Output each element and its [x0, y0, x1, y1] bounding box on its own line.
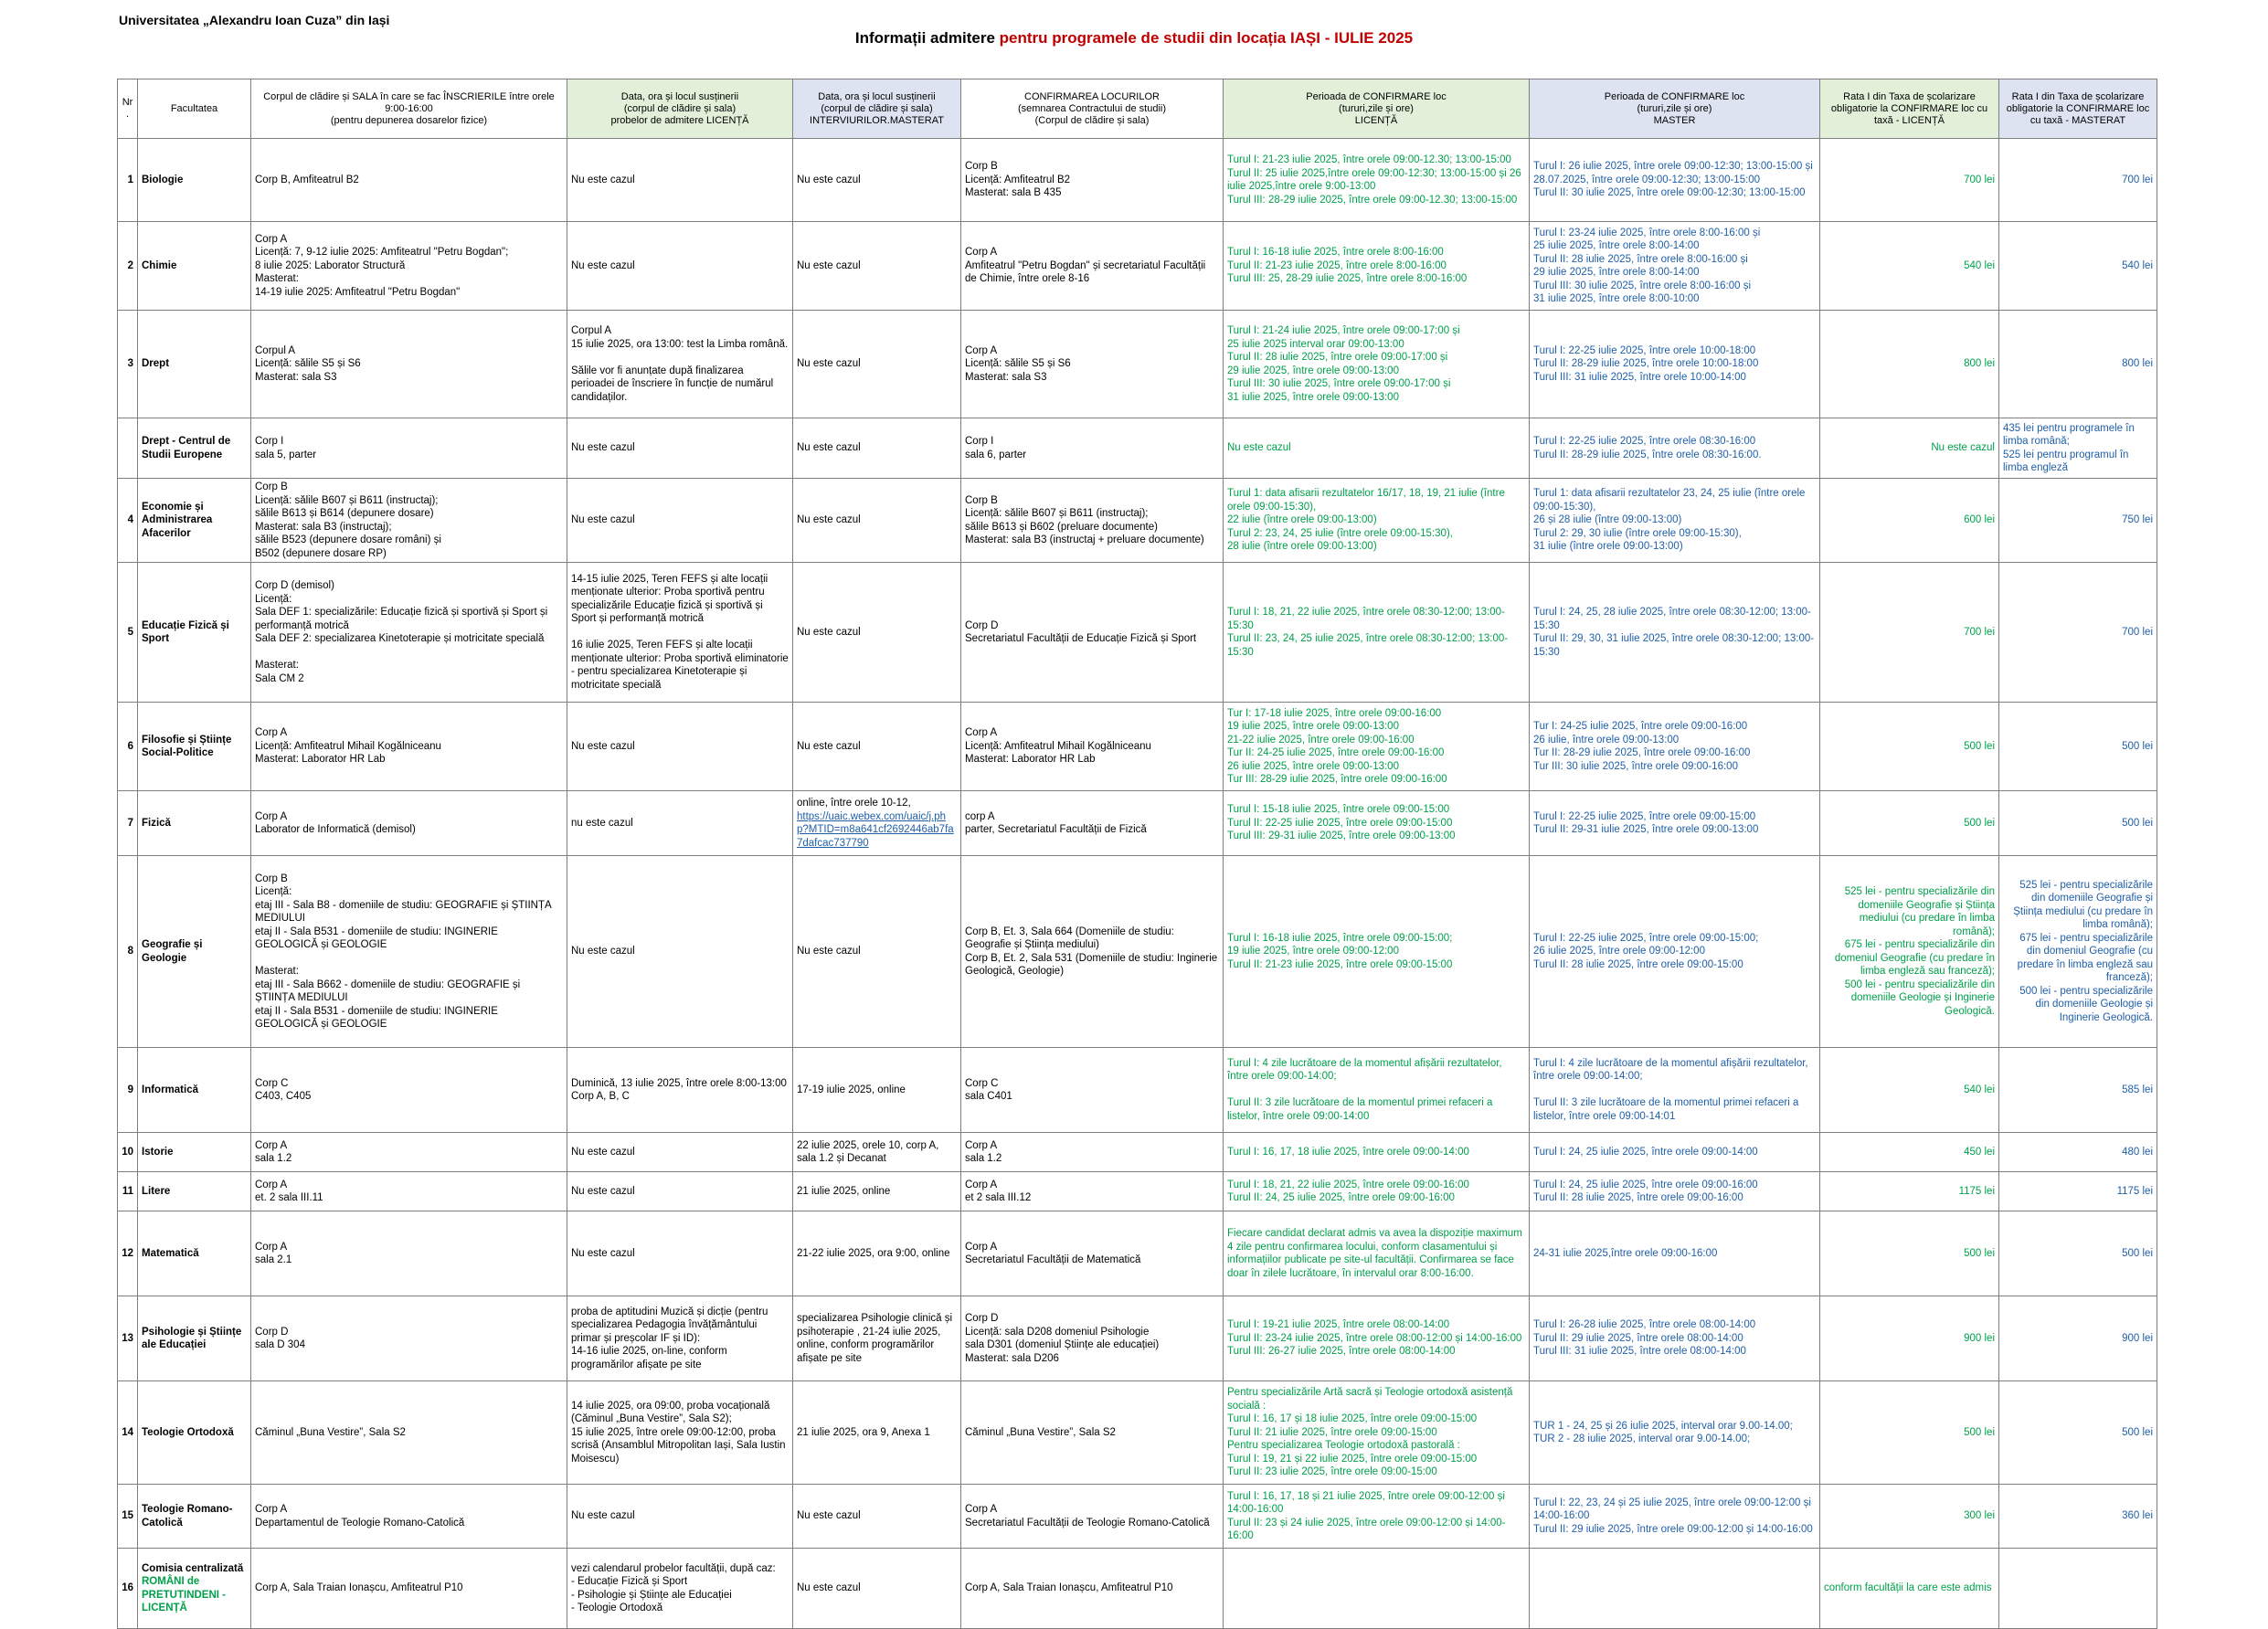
row-perioada-master: Tur I: 24-25 iulie 2025, între orele 09:00-16:00 26 iulie, între orele 09:00-13:00 Tur II: 28-29 iulie 2025, între orele 09:00-16:00 Tur III: 30 iulie 2025, între orele 09:00-16:00 — [1530, 703, 1820, 791]
row-facultatea: Teologie Ortodoxă — [138, 1381, 251, 1485]
row-perioada-master: Turul I: 24, 25, 28 iulie 2025, între orele 08:30-12:00; 13:00-15:30 Turul II: 29, 30, 31 iulie 2025, între orele 08:30-12:00; 13:00-15:30 — [1530, 563, 1820, 703]
row-rata-master: 480 lei — [1999, 1133, 2157, 1172]
row-probe-licenta: Nu este cazul — [567, 1485, 793, 1549]
row-probe-licenta: Nu este cazul — [567, 856, 793, 1048]
row-nr: 5 — [118, 563, 138, 703]
row-perioada-master: 24-31 iulie 2025,între orele 09:00-16:00 — [1530, 1211, 1820, 1296]
row-probe-licenta: proba de aptitudini Muzică și dicție (pentru specializarea Pedagogia învățământului primar și preșcolar IF și ID): 14-16 iulie 2025, on-line, conform programărilor afișate pe site — [567, 1296, 793, 1381]
row-corp: Corp B Licență: etaj III - Sala B8 - domeniile de studiu: GEOGRAFIE și ȘTIINȚA MEDIULUI etaj II - Sala B531 - domeniile de studiu: INGINERIE GEOLOGICĂ și GEOLOGIE Masterat: etaj III - Sala B662 - domeniile de studiu: GEOGRAFIE și ȘTIINȚA MEDIULUI etaj II - Sala B531 - domeniile de studiu: INGINERIE GEOLOGICĂ și GEOLOGIE — [251, 856, 567, 1048]
row-perioada-licenta: Turul I: 16, 17, 18 iulie 2025, între orele 09:00-14:00 — [1224, 1133, 1530, 1172]
row-confirmare: Corp B Licență: sălile B607 și B611 (instructaj); sălile B613 și B602 (preluare documente) Masterat: sala B3 (instructaj + preluare documente) — [961, 479, 1224, 563]
facultatea-romani: ROMÂNI de PRETUTINDENI - LICENȚĂ — [142, 1576, 226, 1613]
row-confirmare: Corp A Secretariatul Facultății de Teologie Romano-Catolică — [961, 1485, 1224, 1549]
table-row — [118, 311, 2157, 418]
row-perioada-licenta: Turul I: 18, 21, 22 iulie 2025, între orele 09:00-16:00 Turul II: 24, 25 iulie 2025, între orele 09:00-16:00 — [1224, 1172, 1530, 1211]
row-probe-licenta: Nu este cazul — [567, 139, 793, 222]
table-header-row — [118, 79, 2157, 139]
row-perioada-licenta: Pentru specializările Artă sacră și Teologie ortodoxă asistență socială : Turul I: 16, 17 și 18 iulie 2025, între orele 09:00-15:00 Turul II: 21 iulie 2025, între orele 09:00-15:00 Pentru specializarea Teologie ortodoxă pastorală : Turul I: 19, 21 și 22 iulie 2025, între orele 09:00-15:00 Turul II: 23 iulie 2025, între orele 09:00-15:00 — [1224, 1381, 1530, 1485]
col-rata-master: Rata I din Taxa de școlarizare obligatorie la CONFIRMARE loc cu taxă - MASTERAT — [1999, 79, 2157, 139]
row-probe-licenta: Nu este cazul — [567, 479, 793, 563]
row-confirmare: Corp A Licență: Amfiteatrul Mihail Kogălniceanu Masterat: Laborator HR Lab — [961, 703, 1224, 791]
row-perioada-licenta — [1224, 1549, 1530, 1629]
row-perioada-master: Turul I: 26-28 iulie 2025, între orele 08:00-14:00 Turul II: 29 iulie 2025, între orele 08:00-14:00 Turul III: 31 iulie 2025, între orele 08:00-14:00 — [1530, 1296, 1820, 1381]
table-row — [118, 703, 2157, 791]
table-row — [118, 418, 2157, 479]
row-nr: 4 — [118, 479, 138, 563]
row-perioada-licenta: Turul I: 16-18 iulie 2025, între orele 09:00-15:00; 19 iulie 2025, între orele 09:00-12:00 Turul II: 21-23 iulie 2025, între orele 09:00-15:00 — [1224, 856, 1530, 1048]
row-confirmare: Corp D Licență: sala D208 domeniul Psihologie sala D301 (domeniul Științe ale educației) Masterat: sala D206 — [961, 1296, 1224, 1381]
table-row — [118, 222, 2157, 311]
row-interviu-master: 17-19 iulie 2025, online — [793, 1048, 961, 1133]
row-perioada-licenta: Turul I: 19-21 iulie 2025, între orele 08:00-14:00 Turul II: 23-24 iulie 2025, între orele 08:00-12:00 și 14:00-16:00 Turul III: 26-27 iulie 2025, între orele 08:00-14:00 — [1224, 1296, 1530, 1381]
row-perioada-licenta: Turul I: 21-24 iulie 2025, între orele 09:00-17:00 și 25 iulie 2025 interval orar 09:00-13:00 Turul II: 28 iulie 2025, între orele 09:00-17:00 și 29 iulie 2025, între orele 09:00-13:00 Turul III: 30 iulie 2025, între orele 09:00-17:00 și 31 iulie 2025, între orele 09:00-13:00 — [1224, 311, 1530, 418]
row-facultatea: Drept — [138, 311, 251, 418]
row-interviu-master: Nu este cazul — [793, 703, 961, 791]
webex-link[interactable]: https://uaic.webex.com/uaic/j.php?MTID=m8a641cf2692446ab7fa7dafcac737790 — [797, 810, 954, 849]
row-confirmare: Corp C sala C401 — [961, 1048, 1224, 1133]
row-probe-licenta: 14-15 iulie 2025, Teren FEFS și alte locații menționate ulterior: Proba sportivă pentru specializările Educație fizică și sportivă și Sport și performanță motrică 16 iulie 2025, Teren FEFS și alte locații menționate ulterior: Proba sportivă eliminatorie - pentru specializarea Kinetoterapie și motricitate specială — [567, 563, 793, 703]
row-perioada-licenta: Turul I: 4 zile lucrătoare de la momentul afișării rezultatelor, între orele 09:00-14:00; Turul II: 3 zile lucrătoare de la momentul primei refaceri a listelor, între orele 09:00-14:00 — [1224, 1048, 1530, 1133]
row-facultatea: Matematică — [138, 1211, 251, 1296]
row-nr: 12 — [118, 1211, 138, 1296]
row-facultatea — [138, 1549, 251, 1629]
row-confirmare: Corp A sala 1.2 — [961, 1133, 1224, 1172]
table-row — [118, 1296, 2157, 1381]
table-row — [118, 791, 2157, 856]
title-prefix: Informații admitere — [854, 29, 1000, 47]
col-nr: Nr. — [118, 79, 138, 139]
col-rata-licenta: Rata I din Taxa de școlarizare obligatorie la CONFIRMARE loc cu taxă - LICENȚĂ — [1820, 79, 1999, 139]
admission-table — [117, 79, 2157, 1629]
table-row — [118, 1549, 2157, 1629]
row-rata-master: 750 lei — [1999, 479, 2157, 563]
row-facultatea: Filosofie și Științe Social-Politice — [138, 703, 251, 791]
table-row — [118, 1133, 2157, 1172]
row-facultatea: Psihologie și Științe ale Educației — [138, 1296, 251, 1381]
row-rata-master: 700 lei — [1999, 139, 2157, 222]
row-confirmare: Corp A, Sala Traian Ionașcu, Amfiteatrul P10 — [961, 1549, 1224, 1629]
table-row — [118, 1211, 2157, 1296]
row-corp: Corp A sala 1.2 — [251, 1133, 567, 1172]
row-rata-licenta: 1175 lei — [1820, 1172, 1999, 1211]
interviu-text: online, între orele 10-12, — [797, 798, 911, 809]
row-perioada-master: Turul I: 22-25 iulie 2025, între orele 09:00-15:00; 26 iulie 2025, între orele 09:00-12:00 Turul II: 28 iulie 2025, între orele 09:00-15:00 — [1530, 856, 1820, 1048]
row-probe-licenta: Nu este cazul — [567, 703, 793, 791]
row-probe-licenta: Nu este cazul — [567, 1133, 793, 1172]
row-nr: 14 — [118, 1381, 138, 1485]
row-corp: Corp A Licență: 7, 9-12 iulie 2025: Amfiteatrul "Petru Bogdan"; 8 iulie 2025: Laborator Structură Masterat: 14-19 iulie 2025: Amfiteatrul "Petru Bogdan" — [251, 222, 567, 311]
row-perioada-licenta: Turul I: 18, 21, 22 iulie 2025, între orele 08:30-12:00; 13:00-15:30 Turul II: 23, 24, 25 iulie 2025, între orele 08:30-12:00; 13:00-15:30 — [1224, 563, 1530, 703]
page-title — [0, 29, 2268, 48]
row-rata-master: 525 lei - pentru specializările din domeniile Geografie și Știința mediului (cu predare în limba română); 675 lei - pentru specializările din domeniul Geografie (cu predare în limba engleză sau franceză); 500 lei - pentru specializările din domeniile Geologie și Inginerie Geologică. — [1999, 856, 2157, 1048]
row-probe-licenta: vezi calendarul probelor facultății, după caz: - Educație Fizică și Sport - Psihologie și Științe ale Educației - Teologie Ortodoxă — [567, 1549, 793, 1629]
title-highlight: pentru programele de studii din locația IAȘI - IULIE 2025 — [999, 29, 1414, 47]
facultatea-main: Comisia centralizată — [142, 1562, 244, 1574]
row-perioada-master: Turul I: 22-25 iulie 2025, între orele 09:00-15:00 Turul II: 29-31 iulie 2025, între orele 09:00-13:00 — [1530, 791, 1820, 856]
row-corp: Corp D sala D 304 — [251, 1296, 567, 1381]
row-perioada-master: Turul I: 26 iulie 2025, între orele 09:00-12:30; 13:00-15:00 și 28.07.2025, între orele 09:00-12:30; 13:00-15:00 Turul II: 30 iulie 2025, între orele 09:00-12:30; 13:00-15:00 — [1530, 139, 1820, 222]
row-corp: Căminul „Buna Vestire”, Sala S2 — [251, 1381, 567, 1485]
row-rata-master: 360 lei — [1999, 1485, 2157, 1549]
col-perioada-licenta: Perioada de CONFIRMARE loc (tururi,zile și ore) LICENȚĂ — [1224, 79, 1530, 139]
row-corp: Corp B, Amfiteatrul B2 — [251, 139, 567, 222]
row-perioada-licenta: Turul I: 16, 17, 18 și 21 iulie 2025, între orele 09:00-12:00 și 14:00-16:00 Turul II: 23 și 24 iulie 2025, între orele 09:00-12:00 și 14:00-16:00 — [1224, 1485, 1530, 1549]
row-nr: 11 — [118, 1172, 138, 1211]
row-facultatea: Istorie — [138, 1133, 251, 1172]
row-corp: Corp A Laborator de Informatică (demisol) — [251, 791, 567, 856]
table-row — [118, 1048, 2157, 1133]
row-perioada-licenta: Nu este cazul — [1224, 418, 1530, 479]
row-interviu-master: 21 iulie 2025, ora 9, Anexa 1 — [793, 1381, 961, 1485]
table-row — [118, 1381, 2157, 1485]
table-row — [118, 479, 2157, 563]
row-perioada-master: Turul I: 4 zile lucrătoare de la momentul afișării rezultatelor, între orele 09:00-14:00; Turul II: 3 zile lucrătoare de la momentul primei refaceri a listelor, între orele 09:00-14:01 — [1530, 1048, 1820, 1133]
row-rata-master: 500 lei — [1999, 1211, 2157, 1296]
row-perioada-master: Turul 1: data afisarii rezultatelor 23, 24, 25 iulie (între orele 09:00-15:30), 26 și 28 iulie (între 09:00-13:00) Turul 2: 29, 30 iulie (între orele 09:00-15:30), 31 iulie (între orele 09:00-13:00) — [1530, 479, 1820, 563]
row-probe-licenta: nu este cazul — [567, 791, 793, 856]
row-perioada-licenta: Tur I: 17-18 iulie 2025, între orele 09:00-16:00 19 iulie 2025, între orele 09:00-13:00 21-22 iulie 2025, între orele 09:00-16:00 Tur II: 24-25 iulie 2025, între orele 09:00-16:00 26 iulie 2025, între orele 09:00-13:00 Tur III: 28-29 iulie 2025, între orele 09:00-16:00 — [1224, 703, 1530, 791]
row-rata-master: 435 lei pentru programele în limba română; 525 lei pentru programul în limba engleză — [1999, 418, 2157, 479]
row-interviu-master: Nu este cazul — [793, 418, 961, 479]
row-confirmare: Corp I sala 6, parter — [961, 418, 1224, 479]
row-rata-licenta: 540 lei — [1820, 222, 1999, 311]
row-nr: 2 — [118, 222, 138, 311]
row-interviu-master: Nu este cazul — [793, 479, 961, 563]
row-facultatea: Teologie Romano-Catolică — [138, 1485, 251, 1549]
row-rata-licenta: 500 lei — [1820, 703, 1999, 791]
row-nr: 15 — [118, 1485, 138, 1549]
row-confirmare: Corp A Amfiteatrul "Petru Bogdan" și secretariatul Facultății de Chimie, între orele 8-16 — [961, 222, 1224, 311]
row-probe-licenta: Nu este cazul — [567, 222, 793, 311]
row-facultatea: Geografie și Geologie — [138, 856, 251, 1048]
row-perioada-master: TUR 1 - 24, 25 și 26 iulie 2025, interval orar 9.00-14.00; TUR 2 - 28 iulie 2025, interval orar 9.00-14.00; — [1530, 1381, 1820, 1485]
row-facultatea: Fizică — [138, 791, 251, 856]
row-rata-master: 900 lei — [1999, 1296, 2157, 1381]
row-rata-master: 800 lei — [1999, 311, 2157, 418]
row-perioada-master — [1530, 1549, 1820, 1629]
row-rata-licenta: 900 lei — [1820, 1296, 1999, 1381]
row-probe-licenta: Nu este cazul — [567, 418, 793, 479]
row-rata-master: 500 lei — [1999, 1381, 2157, 1485]
row-rata-licenta: 540 lei — [1820, 1048, 1999, 1133]
row-probe-licenta: Corpul A 15 iulie 2025, ora 13:00: test la Limba română. Sălile vor fi anunțate după finalizarea perioadei de înscriere în funcție de numărul candidaților. — [567, 311, 793, 418]
row-interviu-master: Nu este cazul — [793, 1485, 961, 1549]
row-rata-master: 700 lei — [1999, 563, 2157, 703]
row-nr: 8 — [118, 856, 138, 1048]
row-perioada-master: Turul I: 22-25 iulie 2025, între orele 08:30-16:00 Turul II: 28-29 iulie 2025, între orele 08:30-16:00. — [1530, 418, 1820, 479]
row-confirmare: Căminul „Buna Vestire”, Sala S2 — [961, 1381, 1224, 1485]
row-confirmare: Corp A Secretariatul Facultății de Matematică — [961, 1211, 1224, 1296]
row-perioada-licenta: Turul I: 21-23 iulie 2025, între orele 09:00-12.30; 13:00-15:00 Turul II: 25 iulie 2025,între orele 09:00-12:30; 13:00-15:00 și 26 iulie 2025,între orele 9:00-13:00 Turul III: 28-29 iulie 2025, între orele 09:00-12.30; 13:00-15:00 — [1224, 139, 1530, 222]
col-corp: Corpul de clădire și SALA în care se fac ÎNSCRIERILE între orele 9:00-16:00 (pentru depunerea dosarelor fizice) — [251, 79, 567, 139]
row-probe-licenta: Duminică, 13 iulie 2025, între orele 8:00-13:00 Corp A, B, C — [567, 1048, 793, 1133]
row-facultatea: Educație Fizică și Sport — [138, 563, 251, 703]
row-facultatea: Drept - Centrul de Studii Europene — [138, 418, 251, 479]
row-nr: 6 — [118, 703, 138, 791]
col-interviu-master: Data, ora și locul susținerii (corpul de clădire și sala) INTERVIURILOR.MASTERAT — [793, 79, 961, 139]
row-rata-licenta: 800 lei — [1820, 311, 1999, 418]
col-probe-licenta: Data, ora și locul susținerii (corpul de clădire și sala) probelor de admitere LICENȚĂ — [567, 79, 793, 139]
row-perioada-master: Turul I: 24, 25 iulie 2025, între orele 09:00-16:00 Turul II: 28 iulie 2025, între orele 09:00-16:00 — [1530, 1172, 1820, 1211]
row-facultatea: Economie și Administrarea Afacerilor — [138, 479, 251, 563]
row-perioada-licenta: Turul I: 16-18 iulie 2025, între orele 8:00-16:00 Turul II: 21-23 iulie 2025, între orele 8:00-16:00 Turul III: 25, 28-29 iulie 2025, între orele 8:00-16:00 — [1224, 222, 1530, 311]
row-rata-master: 1175 lei — [1999, 1172, 2157, 1211]
row-probe-licenta: 14 iulie 2025, ora 09:00, proba vocațională (Căminul „Buna Vestire”, Sala S2); 15 iulie 2025, între orele 09:00-12:00, proba scrisă (Ansamblul Mitropolitan Iași, Sala Iustin Moisescu) — [567, 1381, 793, 1485]
row-probe-licenta: Nu este cazul — [567, 1172, 793, 1211]
row-nr — [118, 418, 138, 479]
row-rata-master: 540 lei — [1999, 222, 2157, 311]
row-confirmare: Corp B, Et. 3, Sala 664 (Domeniile de studiu: Geografie și Știința mediului) Corp B, Et. 2, Sala 531 (Domeniile de studiu: Inginerie Geologică, Geologie) — [961, 856, 1224, 1048]
row-interviu-master: 22 iulie 2025, orele 10, corp A, sala 1.2 și Decanat — [793, 1133, 961, 1172]
row-interviu-master: specializarea Psihologie clinică și psihoterapie , 21-24 iulie 2025, online, conform programărilor afișate pe site — [793, 1296, 961, 1381]
row-rata-licenta: Nu este cazul — [1820, 418, 1999, 479]
row-rata-master: 500 lei — [1999, 703, 2157, 791]
table-row — [118, 563, 2157, 703]
row-perioada-master: Turul I: 22, 23, 24 și 25 iulie 2025, între orele 09:00-12:00 și 14:00-16:00 Turul II: 29 iulie 2025, între orele 09:00-12:00 și 14:00-16:00 — [1530, 1485, 1820, 1549]
row-confirmare: Corp A Licență: sălile S5 și S6 Masterat: sala S3 — [961, 311, 1224, 418]
row-perioada-master: Turul I: 23-24 iulie 2025, între orele 8:00-16:00 și 25 iulie 2025, între orele 8:00-14:00 Turul II: 28 iulie 2025, între orele 8:00-16:00 și 29 iulie 2025, între orele 8:00-14:00 Turul III: 30 iulie 2025, între orele 8:00-16:00 și 31 iulie 2025, între orele 8:00-10:00 — [1530, 222, 1820, 311]
row-corp: Corp D (demisol) Licență: Sala DEF 1: specializările: Educație fizică și sportivă și Sport și performanță motrică Sala DEF 2: specializarea Kinetoterapie și motricitate specială Masterat: Sala CM 2 — [251, 563, 567, 703]
row-interviu-master: Nu este cazul — [793, 139, 961, 222]
row-facultatea: Litere — [138, 1172, 251, 1211]
row-nr: 7 — [118, 791, 138, 856]
row-confirmare: Corp B Licență: Amfiteatrul B2 Masterat: sala B 435 — [961, 139, 1224, 222]
row-interviu-master: Nu este cazul — [793, 856, 961, 1048]
row-nr: 3 — [118, 311, 138, 418]
row-corp: Corp A Departamentul de Teologie Romano-Catolică — [251, 1485, 567, 1549]
row-rata-licenta: 500 lei — [1820, 1211, 1999, 1296]
row-corp: Corp C C403, C405 — [251, 1048, 567, 1133]
row-perioada-master: Turul I: 24, 25 iulie 2025, între orele 09:00-14:00 — [1530, 1133, 1820, 1172]
col-confirmare: CONFIRMAREA LOCURILOR (semnarea Contractului de studii) (Corpul de clădire și sala) — [961, 79, 1224, 139]
row-interviu-master: Nu este cazul — [793, 311, 961, 418]
row-interviu-master: Nu este cazul — [793, 222, 961, 311]
row-perioada-master: Turul I: 22-25 iulie 2025, între orele 10:00-18:00 Turul II: 28-29 iulie 2025, între orele 10:00-18:00 Turul III: 31 iulie 2025, între orele 10:00-14:00 — [1530, 311, 1820, 418]
row-nr: 1 — [118, 139, 138, 222]
table-row — [118, 1172, 2157, 1211]
table-row — [118, 856, 2157, 1048]
row-confirmare: corp A parter, Secretariatul Facultății de Fizică — [961, 791, 1224, 856]
row-interviu-master: Nu este cazul — [793, 1549, 961, 1629]
row-facultatea: Biologie — [138, 139, 251, 222]
row-interviu-master: 21 iulie 2025, online — [793, 1172, 961, 1211]
row-interviu-master — [793, 791, 961, 856]
row-nr: 16 — [118, 1549, 138, 1629]
row-confirmare: Corp A et 2 sala III.12 — [961, 1172, 1224, 1211]
row-rata-licenta: 600 lei — [1820, 479, 1999, 563]
row-perioada-licenta: Turul I: 15-18 iulie 2025, între orele 09:00-15:00 Turul II: 22-25 iulie 2025, între orele 09:00-15:00 Turul III: 29-31 iulie 2025, între orele 09:00-13:00 — [1224, 791, 1530, 856]
row-rata-master: 585 lei — [1999, 1048, 2157, 1133]
row-facultatea: Informatică — [138, 1048, 251, 1133]
row-perioada-licenta: Fiecare candidat declarat admis va avea la dispoziție maximum 4 zile pentru confirmarea locului, conform clasamentului și informațiilor publicate pe site-ul facultății. Confirmarea se face doar în zilele lucrătoare, în intervalul orar 8:00-16:00. — [1224, 1211, 1530, 1296]
row-rata-licenta: conform facultății la care este admis — [1820, 1549, 1999, 1629]
row-nr: 9 — [118, 1048, 138, 1133]
row-corp: Corp A, Sala Traian Ionașcu, Amfiteatrul P10 — [251, 1549, 567, 1629]
row-nr: 13 — [118, 1296, 138, 1381]
row-corp: Corp A et. 2 sala III.11 — [251, 1172, 567, 1211]
row-corp: Corp A Licență: Amfiteatrul Mihail Kogălniceanu Masterat: Laborator HR Lab — [251, 703, 567, 791]
table-row — [118, 139, 2157, 222]
university-name: Universitatea „Alexandru Ioan Cuza” din Iași — [119, 13, 390, 27]
row-corp: Corpul A Licență: sălile S5 și S6 Masterat: sala S3 — [251, 311, 567, 418]
row-confirmare: Corp D Secretariatul Facultății de Educație Fizică și Sport — [961, 563, 1224, 703]
row-probe-licenta: Nu este cazul — [567, 1211, 793, 1296]
row-rata-licenta: 525 lei - pentru specializările din domeniile Geografie și Știința mediului (cu predare în limba română); 675 lei - pentru specializările din domeniul Geografie (cu predare în limba engleză sau franceză); 500 lei - pentru specializările din domeniile Geologie și Inginerie Geologică. — [1820, 856, 1999, 1048]
row-rata-licenta: 450 lei — [1820, 1133, 1999, 1172]
row-corp: Corp A sala 2.1 — [251, 1211, 567, 1296]
row-corp: Corp B Licență: sălile B607 și B611 (instructaj); sălile B613 și B614 (depunere dosare) Masterat: sala B3 (instructaj); sălile B523 (depunere dosare români) și B502 (depunere dosare RP) — [251, 479, 567, 563]
row-nr: 10 — [118, 1133, 138, 1172]
row-interviu-master: 21-22 iulie 2025, ora 9:00, online — [793, 1211, 961, 1296]
row-rata-licenta: 500 lei — [1820, 791, 1999, 856]
row-rata-licenta: 700 lei — [1820, 139, 1999, 222]
row-rata-master — [1999, 1549, 2157, 1629]
col-perioada-master: Perioada de CONFIRMARE loc (tururi,zile și ore) MASTER — [1530, 79, 1820, 139]
row-rata-master: 500 lei — [1999, 791, 2157, 856]
row-rata-licenta: 700 lei — [1820, 563, 1999, 703]
row-perioada-licenta: Turul 1: data afisarii rezultatelor 16/17, 18, 19, 21 iulie (între orele 09:00-15:30), 22 iulie (între orele 09:00-13:00) Turul 2: 23, 24, 25 iulie (între orele 09:00-15:30), 28 iulie (între orele 09:00-13:00) — [1224, 479, 1530, 563]
col-facultatea: Facultatea — [138, 79, 251, 139]
row-facultatea: Chimie — [138, 222, 251, 311]
row-corp: Corp I sala 5, parter — [251, 418, 567, 479]
table-row — [118, 1485, 2157, 1549]
row-rata-licenta: 300 lei — [1820, 1485, 1999, 1549]
row-rata-licenta: 500 lei — [1820, 1381, 1999, 1485]
row-interviu-master: Nu este cazul — [793, 563, 961, 703]
